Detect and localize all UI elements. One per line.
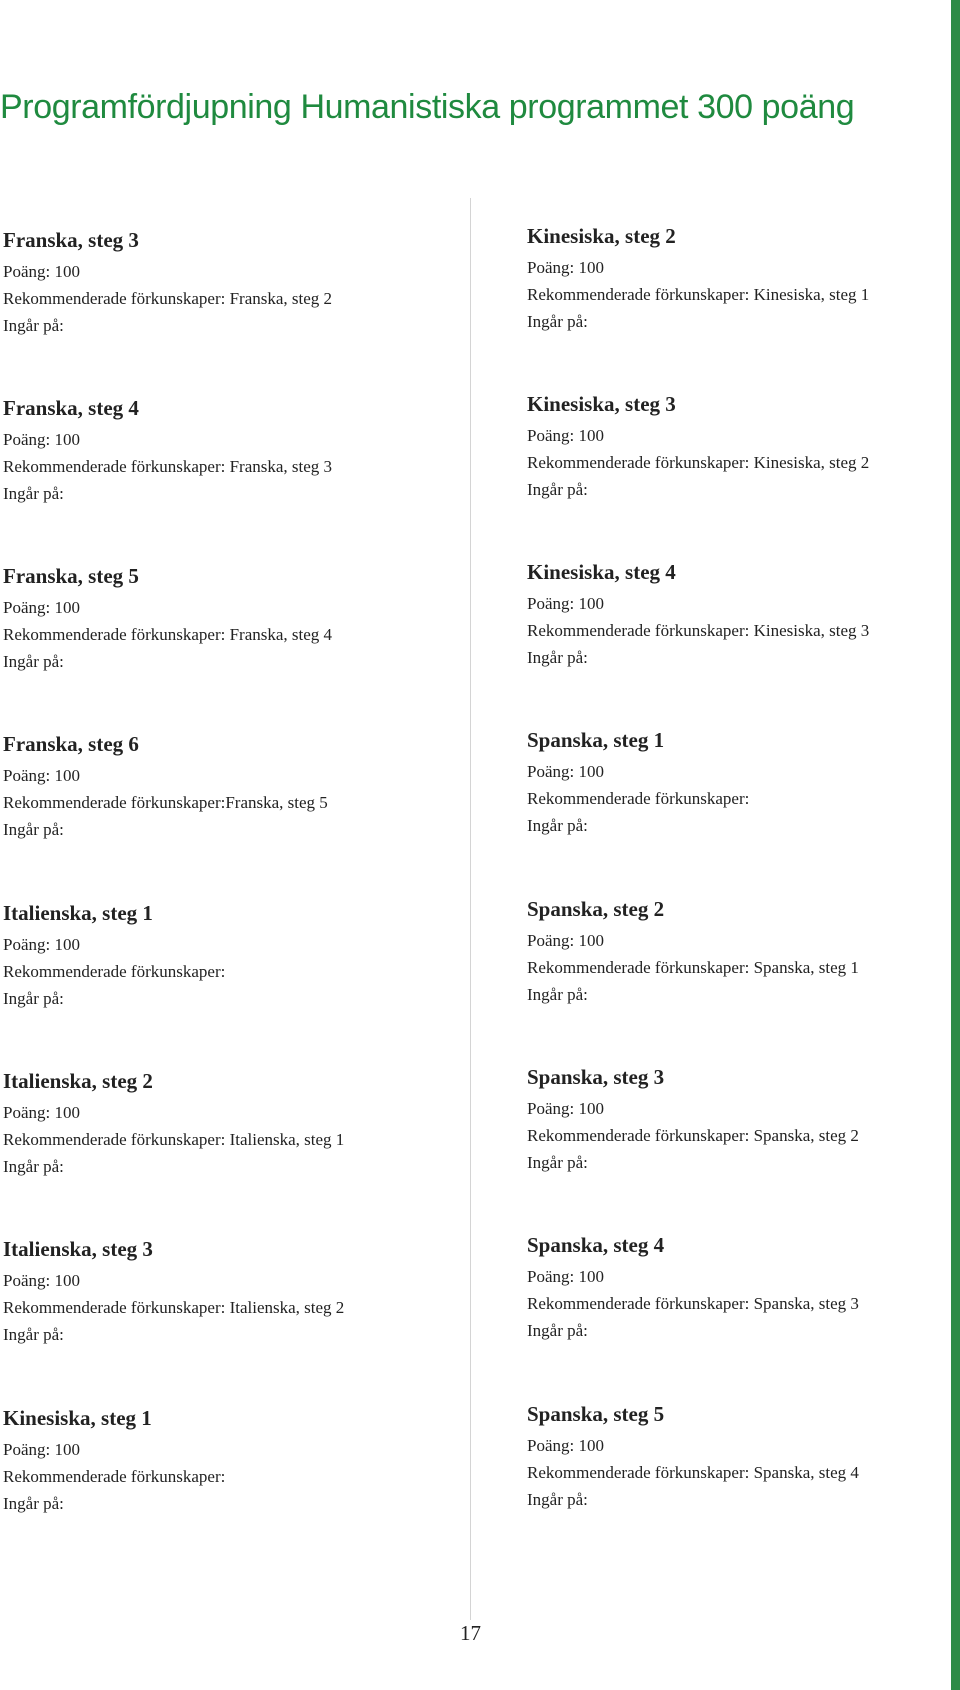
course-points: Poäng: 100 xyxy=(3,1440,80,1459)
course-title: Kinesiska, steg 3 xyxy=(527,392,676,416)
course-points: Poäng: 100 xyxy=(3,430,80,449)
course-included-in: Ingår på: xyxy=(3,1325,64,1344)
course-prerequisites: Rekommenderade förkunskaper: Kinesiska, steg 2 xyxy=(527,453,870,472)
course-points: Poäng: 100 xyxy=(527,931,604,950)
course-points: Poäng: 100 xyxy=(3,766,80,785)
course-points: Poäng: 100 xyxy=(527,1436,604,1455)
course-title: Spanska, steg 3 xyxy=(527,1065,665,1089)
course-points: Poäng: 100 xyxy=(3,1271,80,1290)
course-included-in: Ingår på: xyxy=(3,316,64,335)
course-prerequisites: Rekommenderade förkunskaper: xyxy=(3,962,226,981)
course-title: Kinesiska, steg 2 xyxy=(527,224,676,248)
course-prerequisites: Rekommenderade förkunskaper: Franska, steg 2 xyxy=(3,289,333,308)
course-entry xyxy=(3,227,433,340)
course-included-in: Ingår på: xyxy=(527,816,588,835)
course-entry xyxy=(527,559,957,672)
course-points: Poäng: 100 xyxy=(3,262,80,281)
course-points: Poäng: 100 xyxy=(527,258,604,277)
course-prerequisites: Rekommenderade förkunskaper: xyxy=(3,1467,226,1486)
course-title: Kinesiska, steg 1 xyxy=(3,1406,152,1430)
course-included-in: Ingår på: xyxy=(3,989,64,1008)
course-entry xyxy=(3,1068,433,1181)
course-entry xyxy=(527,896,957,1009)
course-included-in: Ingår på: xyxy=(527,985,588,1004)
course-points: Poäng: 100 xyxy=(3,935,80,954)
course-entry xyxy=(527,1064,957,1177)
course-entry xyxy=(527,727,957,840)
course-entry xyxy=(527,1401,957,1514)
course-title: Italienska, steg 1 xyxy=(3,901,153,925)
course-prerequisites: Rekommenderade förkunskaper: Italienska, steg 1 xyxy=(3,1130,345,1149)
course-included-in: Ingår på: xyxy=(527,312,588,331)
course-title: Italienska, steg 2 xyxy=(3,1069,153,1093)
course-included-in: Ingår på: xyxy=(527,1153,588,1172)
course-points: Poäng: 100 xyxy=(3,1103,80,1122)
course-points: Poäng: 100 xyxy=(527,762,604,781)
course-title: Spanska, steg 2 xyxy=(527,897,665,921)
course-title: Kinesiska, steg 4 xyxy=(527,560,676,584)
course-prerequisites: Rekommenderade förkunskaper: Kinesiska, steg 1 xyxy=(527,285,870,304)
course-points: Poäng: 100 xyxy=(527,1267,604,1286)
course-prerequisites: Rekommenderade förkunskaper: Italienska, steg 2 xyxy=(3,1298,345,1317)
course-included-in: Ingår på: xyxy=(527,480,588,499)
course-prerequisites: Rekommenderade förkunskaper: Kinesiska, steg 3 xyxy=(527,621,870,640)
course-points: Poäng: 100 xyxy=(527,426,604,445)
course-entry xyxy=(3,395,433,508)
course-title: Franska, steg 4 xyxy=(3,396,139,420)
page-number: 17 xyxy=(460,1621,481,1645)
course-title: Spanska, steg 4 xyxy=(527,1233,665,1257)
course-title: Spanska, steg 1 xyxy=(527,728,665,752)
course-entry xyxy=(3,900,433,1013)
course-entry xyxy=(3,1236,433,1349)
course-prerequisites: Rekommenderade förkunskaper: Spanska, steg 2 xyxy=(527,1126,859,1145)
course-included-in: Ingår på: xyxy=(3,1494,64,1513)
course-entry xyxy=(3,1405,433,1518)
course-included-in: Ingår på: xyxy=(527,648,588,667)
column-divider xyxy=(470,198,471,1620)
course-points: Poäng: 100 xyxy=(3,598,80,617)
course-included-in: Ingår på: xyxy=(527,1490,588,1509)
course-title: Italienska, steg 3 xyxy=(3,1237,153,1261)
course-included-in: Ingår på: xyxy=(527,1321,588,1340)
course-entry xyxy=(3,731,433,844)
course-points: Poäng: 100 xyxy=(527,1099,604,1118)
course-prerequisites: Rekommenderade förkunskaper:Franska, steg 5 xyxy=(3,793,328,812)
course-prerequisites: Rekommenderade förkunskaper: Spanska, steg 3 xyxy=(527,1294,859,1313)
course-included-in: Ingår på: xyxy=(3,820,64,839)
course-prerequisites: Rekommenderade förkunskaper: Spanska, steg 1 xyxy=(527,958,859,977)
course-included-in: Ingår på: xyxy=(3,652,64,671)
course-entry xyxy=(527,1232,957,1345)
course-prerequisites: Rekommenderade förkunskaper: Franska, steg 3 xyxy=(3,457,333,476)
course-title: Franska, steg 3 xyxy=(3,228,139,252)
course-entry xyxy=(527,223,957,336)
course-title: Spanska, steg 5 xyxy=(527,1402,665,1426)
course-prerequisites: Rekommenderade förkunskaper: xyxy=(527,789,750,808)
course-included-in: Ingår på: xyxy=(3,484,64,503)
course-entry xyxy=(527,391,957,504)
page-title: Programfördjupning Humanistiska programmet 300 poäng xyxy=(0,88,855,126)
course-title: Franska, steg 5 xyxy=(3,564,139,588)
course-entry xyxy=(3,563,433,676)
course-points: Poäng: 100 xyxy=(527,594,604,613)
course-included-in: Ingår på: xyxy=(3,1157,64,1176)
course-title: Franska, steg 6 xyxy=(3,732,139,756)
course-prerequisites: Rekommenderade förkunskaper: Franska, steg 4 xyxy=(3,625,333,644)
course-prerequisites: Rekommenderade förkunskaper: Spanska, steg 4 xyxy=(527,1463,859,1482)
